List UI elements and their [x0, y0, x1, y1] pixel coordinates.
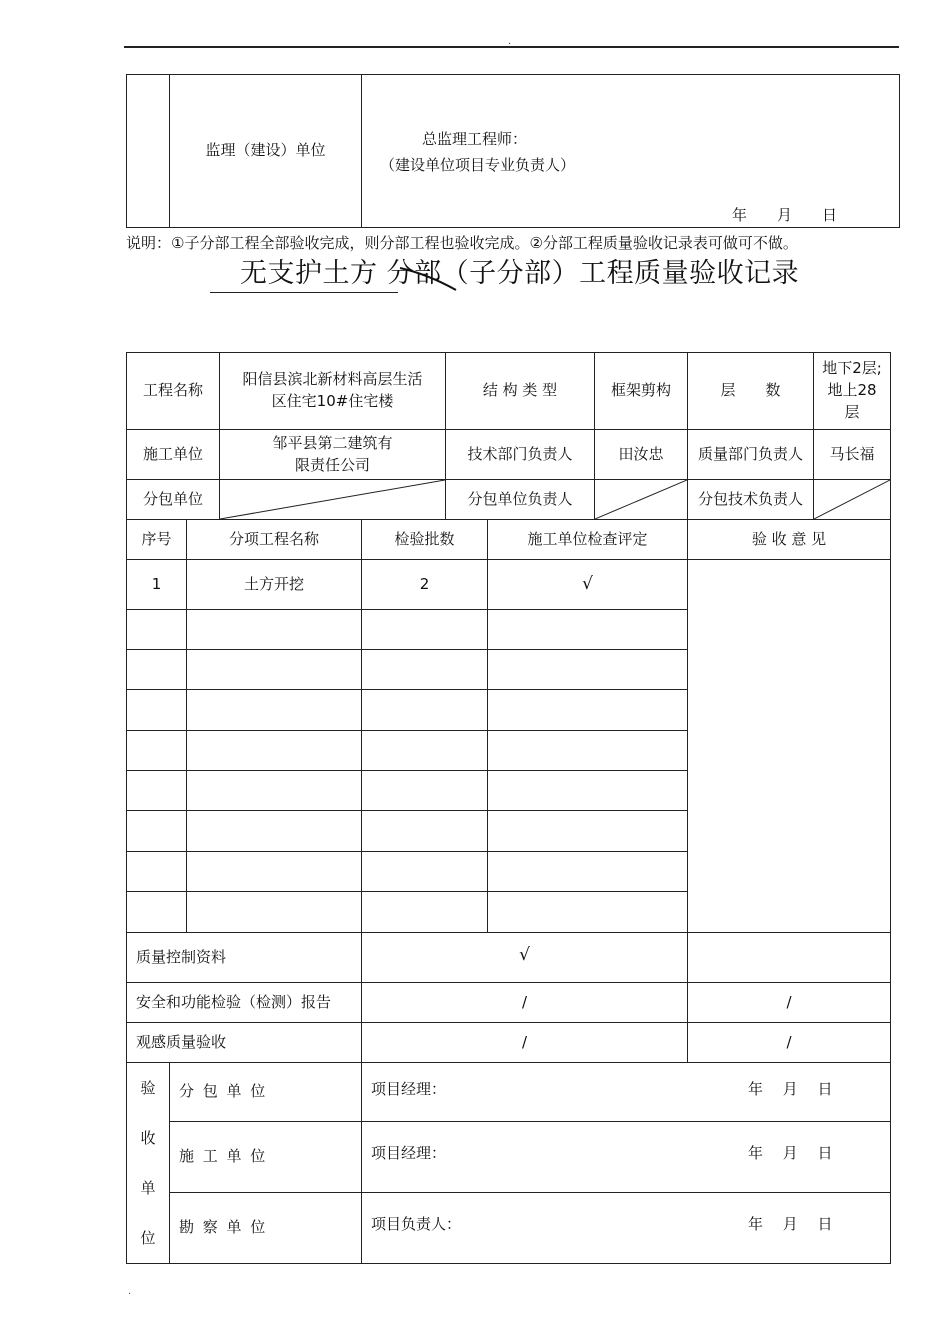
sub-unit-head-empty	[595, 480, 688, 520]
contractor-label: 施工单位	[127, 430, 220, 480]
check-row	[127, 983, 891, 1023]
sign-box-signature-cell	[362, 75, 900, 228]
opinion-cell	[688, 560, 891, 933]
items-table	[126, 519, 891, 1264]
explanation-note: 说明：①子分部工程全部验收完成，则分部工程也验收完成。②分部工程质量验收记录表可做可不做。	[126, 234, 798, 252]
acceptance-group-char: 单	[140, 1179, 156, 1197]
row-no	[127, 650, 187, 690]
col-header-no: 序号	[127, 520, 187, 560]
col-header-batches: 检验批数	[362, 520, 488, 560]
acceptance-role: 项目经理：	[371, 1080, 447, 1098]
row-eval: √	[488, 560, 688, 610]
strike-mark	[398, 262, 458, 292]
row-batches	[362, 650, 488, 690]
row-batches	[362, 852, 488, 892]
floors-value: 地下2层;地上28层	[814, 353, 891, 430]
quality-head-label: 质量部门负责人	[688, 430, 814, 480]
acceptance-group-char: 收	[140, 1129, 156, 1147]
acceptance-date: 年 月 日	[748, 1215, 833, 1234]
check-label: 观感质量验收	[127, 1023, 362, 1063]
row-batches	[362, 811, 488, 852]
contractor-name: 邹平县第二建筑有限责任公司	[220, 430, 446, 480]
sub-unit-empty	[220, 480, 446, 520]
row-name: 土方开挖	[187, 560, 362, 610]
project-name-label: 工程名称	[127, 353, 220, 430]
row-batches: 2	[362, 560, 488, 610]
sign-box-blank	[127, 75, 170, 228]
slash-mark	[814, 480, 890, 519]
acceptance-sign-cell	[362, 1063, 891, 1122]
project-name: 阳信县滨北新材料高层生活区住宅10#住宅楼	[220, 353, 446, 430]
check-opinion: /	[688, 983, 891, 1023]
title-rest: （子分部）工程质量验收记录	[441, 258, 800, 289]
page-marker-bottom: .	[128, 1286, 132, 1297]
col-header-opinion: 验 收 意 见	[688, 520, 891, 560]
row-no	[127, 610, 187, 650]
floors-label: 层 数	[688, 353, 814, 430]
header-rule	[124, 46, 899, 48]
row-batches	[362, 731, 488, 771]
row-eval	[488, 610, 688, 650]
acceptance-row	[127, 1122, 891, 1193]
table-row	[127, 560, 891, 610]
row-name	[187, 731, 362, 771]
row-batches	[362, 892, 488, 933]
slash-mark	[220, 480, 445, 519]
owner-rep-label: （建设单位项目专业负责人）	[380, 156, 576, 174]
acceptance-sign-cell	[362, 1122, 891, 1193]
acceptance-group-char: 验	[140, 1079, 156, 1097]
row-name	[187, 690, 362, 731]
structure-type: 框架剪构	[595, 353, 688, 430]
sub-unit-label: 分包单位	[127, 480, 220, 520]
check-eval: /	[362, 983, 688, 1023]
title-struck: 分部	[386, 258, 442, 289]
check-label: 安全和功能检验（检测）报告	[127, 983, 362, 1023]
row-no	[127, 731, 187, 771]
acceptance-date: 年 月 日	[748, 1080, 833, 1098]
acceptance-group-char: 位	[140, 1229, 156, 1247]
row-name	[187, 811, 362, 852]
acceptance-group-label	[127, 1063, 170, 1264]
col-header-name: 分项工程名称	[187, 520, 362, 560]
check-row	[127, 933, 891, 983]
row-no	[127, 811, 187, 852]
row-eval	[488, 852, 688, 892]
slash-mark	[595, 480, 687, 519]
acceptance-row	[127, 1193, 891, 1264]
check-label: 质量控制资料	[127, 933, 362, 983]
row-no	[127, 892, 187, 933]
check-eval: /	[362, 1023, 688, 1063]
info-table	[126, 352, 891, 520]
supervision-unit-label: 监理（建设）单位	[170, 75, 362, 228]
row-eval	[488, 892, 688, 933]
sub-unit-head-label: 分包单位负责人	[446, 480, 595, 520]
sub-tech-head-empty	[814, 480, 891, 520]
acceptance-date: 年 月 日	[748, 1144, 833, 1163]
acceptance-sign-cell	[362, 1193, 891, 1264]
row-name	[187, 771, 362, 811]
acceptance-unit: 勘 察 单 位	[170, 1193, 362, 1264]
row-batches	[362, 690, 488, 731]
page-title	[240, 251, 799, 290]
chief-engineer-label: 总监理工程师：	[422, 130, 528, 148]
sign-box-date: 年 月 日	[732, 206, 838, 224]
row-eval	[488, 771, 688, 811]
acceptance-role: 项目经理：	[371, 1144, 447, 1163]
acceptance-role: 项目负责人：	[371, 1215, 462, 1234]
acceptance-unit: 施 工 单 位	[170, 1122, 362, 1193]
check-eval: √	[362, 933, 688, 983]
row-name	[187, 892, 362, 933]
sub-tech-head-label: 分包技术负责人	[688, 480, 814, 520]
row-eval	[488, 731, 688, 771]
row-eval	[488, 690, 688, 731]
row-no: 1	[127, 560, 187, 610]
row-batches	[362, 610, 488, 650]
page-marker-top: .	[508, 36, 512, 47]
acceptance-row	[127, 1063, 891, 1122]
structure-type-label: 结 构 类 型	[446, 353, 595, 430]
row-no	[127, 771, 187, 811]
check-opinion	[688, 933, 891, 983]
quality-head-name: 马长福	[814, 430, 891, 480]
title-handwritten: 无支护土方	[240, 258, 378, 289]
row-name	[187, 650, 362, 690]
row-eval	[488, 650, 688, 690]
col-header-eval: 施工单位检查评定	[488, 520, 688, 560]
row-batches	[362, 771, 488, 811]
row-name	[187, 852, 362, 892]
check-opinion: /	[688, 1023, 891, 1063]
row-no	[127, 690, 187, 731]
tech-head-name: 田汝忠	[595, 430, 688, 480]
title-underline	[210, 292, 398, 293]
tech-head-label: 技术部门负责人	[446, 430, 595, 480]
sign-box	[126, 74, 900, 228]
row-eval	[488, 811, 688, 852]
row-name	[187, 610, 362, 650]
check-row	[127, 1023, 891, 1063]
row-no	[127, 852, 187, 892]
acceptance-unit: 分 包 单 位	[170, 1063, 362, 1122]
